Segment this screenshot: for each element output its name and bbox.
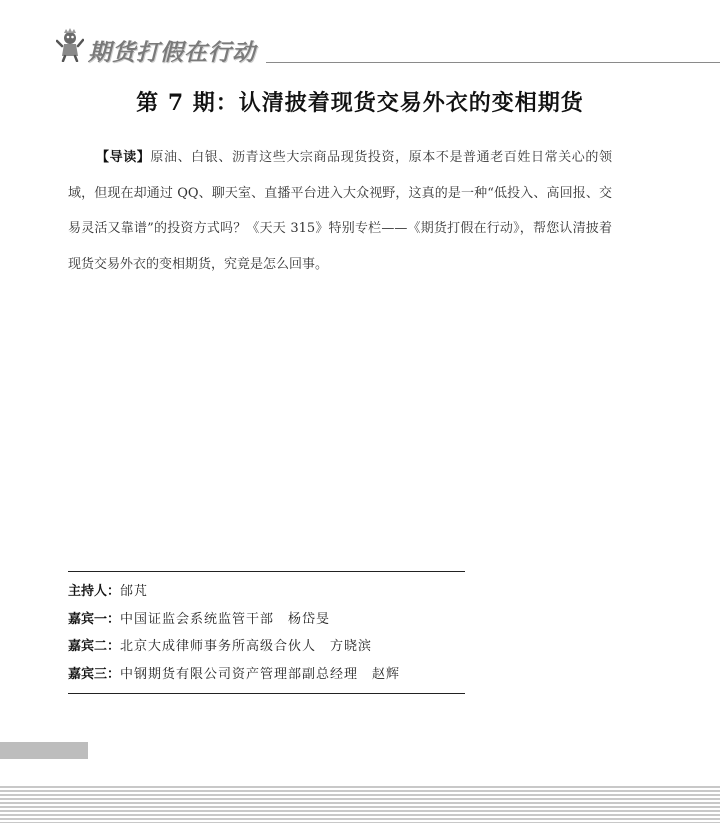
credit-row-host — [68, 580, 488, 608]
credit-row-guest-1 — [68, 608, 488, 636]
credit-role: 嘉宾三： — [68, 666, 121, 682]
credit-role: 嘉宾一： — [68, 611, 121, 627]
page-edge-tab — [0, 742, 88, 759]
credit-detail: 邰芃 — [120, 584, 149, 599]
article-title: 第 7 期：认清披着现货交易外衣的变相期货 — [136, 90, 584, 116]
credit-detail: 北京大成律师事务所高级合伙人 方晓滨 — [120, 639, 373, 654]
credit-role: 主持人： — [68, 584, 121, 599]
credits-bottom-divider — [68, 693, 465, 694]
page-header — [54, 26, 720, 66]
credits-list — [68, 580, 488, 690]
intro-paragraph — [68, 140, 612, 282]
credits-top-divider — [68, 571, 465, 572]
credit-detail: 中国证监会系统监管干部 杨岱旻 — [120, 611, 331, 627]
intro-text: 原油、白银、沥青这些大宗商品现货投资，原本不是普通老百姓日常关心的领域，但现在却通过 QQ、聊天室、直播平台进入大众视野，这真的是一种“低投入、高回报、交易灵活又靠谱”的投资方式吗？《天天 315》特别专栏——《期货打假在行动》，帮您认清披着现货交易外衣的变相期货，究竟是怎么回事。 — [68, 150, 612, 272]
cartoon-mascot-icon — [56, 28, 84, 62]
credit-row-guest-3 — [68, 663, 488, 691]
credit-role: 嘉宾二： — [68, 639, 121, 654]
credit-row-guest-2 — [68, 635, 488, 663]
footer-stripes — [0, 786, 720, 823]
credit-detail: 中钢期货有限公司资产管理部副总经理 赵辉 — [120, 666, 401, 682]
intro-label: 【导读】 — [96, 150, 151, 165]
header-divider — [266, 62, 720, 63]
section-title: 期货打假在行动 — [88, 40, 256, 66]
